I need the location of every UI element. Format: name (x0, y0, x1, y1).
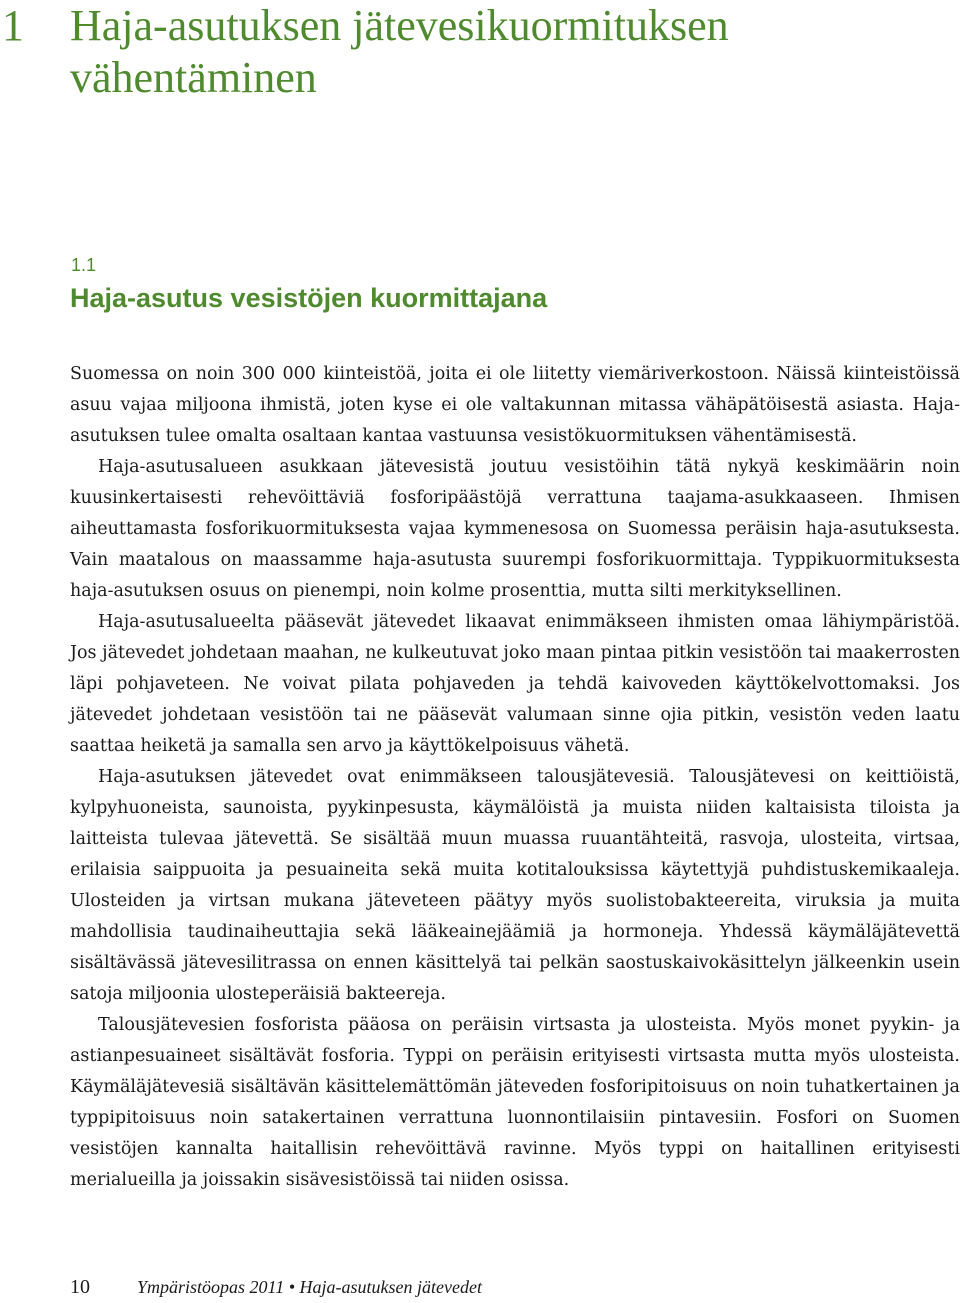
page-footer (70, 1276, 482, 1299)
body-text (70, 359, 960, 1196)
section-number: 1.1 (71, 255, 97, 275)
paragraph: Suomessa on noin 300 000 kiinteistöä, joita ei ole liitetty viemäriverkostoon. Näissä kiinteistöissä asuu vajaa miljoona ihmistä, joten kyse ei ole valtakunnan mitassa vähäpätöisestä asiasta. Haja-asutuksen tulee omalta osaltaan kantaa vastuunsa vesistökuormituksen vähentämisestä. (70, 364, 960, 446)
paragraph: Talousjätevesien fosforista pääosa on peräisin virtsasta ja ulosteista. Myös monet pyykin- ja astianpesuaineet sisältävät fosforia. Typpi on peräisin erityisesti virtsasta mutta myös ulosteista. Käymäläjätevesiä sisältävän käsittelemättömän jäteveden fosforipitoisuus on noin tuhatkertainen ja typpipitoisuus noin satakertainen verrattuna luonnontilaisiin pintavesiin. Fosfori on Suomen vesistöjen kannalta haitallisin rehevöittävä ravinne. Myös typpi on haitallinen erityisesti merialueilla ja joissakin sisävesistöissä tai niiden osissa. (70, 1015, 960, 1190)
chapter-number: 1 (2, 1, 24, 50)
paragraph: Haja-asutusalueen asukkaan jätevesistä joutuu vesistöihin tätä nykyä keskimäärin noin kuusinkertaisesti rehevöittäviä fosforipäästöjä verrattuna taajama-asukkaaseen. Ihmisen aiheuttamasta fosforikuormituksesta vajaa kymmenesosa on Suomessa peräisin haja-asutuksesta. Vain maatalous on maassamme haja-asutusta suurempi fosforikuormittaja. Typpikuormituksesta haja-asutuksen osuus on pienempi, noin kolme prosenttia, mutta silti merkityksellinen. (70, 457, 960, 601)
paragraph: Haja-asutusalueelta pääsevät jätevedet likaavat enimmäkseen ihmisten omaa lähiympäristöä. Jos jätevedet johdetaan maahan, ne kulkeutuvat joko maan pintaa pitkin vesistöön tai maakerrosten läpi pohjaveteen. Ne voivat pilata pohjaveden ja tehdä kaivoveden käyttökelvottomaksi. Jos jätevedet johdetaan vesistöön tai ne pääsevät valumaan sinne ojia pitkin, vesistön veden laatu saattaa heiketä ja samalla sen arvo ja käyttökelpoisuus vähetä. (70, 612, 960, 756)
section-title: Haja-asutus vesistöjen kuormittajana (70, 283, 548, 313)
footer-separator: • (288, 1277, 296, 1297)
chapter-title (0, 0, 950, 104)
chapter-title-text: Haja-asutuksen jätevesikuormituksen vähentäminen (70, 1, 729, 102)
page-number: 10 (70, 1276, 90, 1298)
running-footer (137, 1277, 482, 1297)
paragraph: Haja-asutuksen jätevedet ovat enimmäkseen talousjätevesiä. Talousjätevesi on keittiöistä, kylpyhuoneista, saunoista, pyykinpesusta, käymälöistä ja muista niiden kaltaisista tiloista ja laitteista tulevaa jätevettä. Se sisältää muun muassa ruuantähteitä, rasvoja, ulosteita, virtsaa, erilaisia saippuoita ja pesuaineita sekä muita kotitalouksissa käytettyjä puhdistuskemikaaleja. Ulosteiden ja virtsan mukana jäteveteen päätyy myös suolistobakteereita, viruksia ja muita mahdollisia taudinaiheuttajia sekä lääkeainejäämiä ja hormoneja. Yhdessä käymäläjätevettä sisältävässä jätevesilitrassa on ennen käsittelyä tai pelkän saostuskaivokäsittelyn jälkeenkin usein satoja miljoonia ulosteperäisiä bakteereja. (70, 767, 960, 1004)
publication-name: Ympäristöopas 2011 (137, 1277, 285, 1297)
running-title: Haja-asutuksen jätevedet (299, 1277, 482, 1297)
